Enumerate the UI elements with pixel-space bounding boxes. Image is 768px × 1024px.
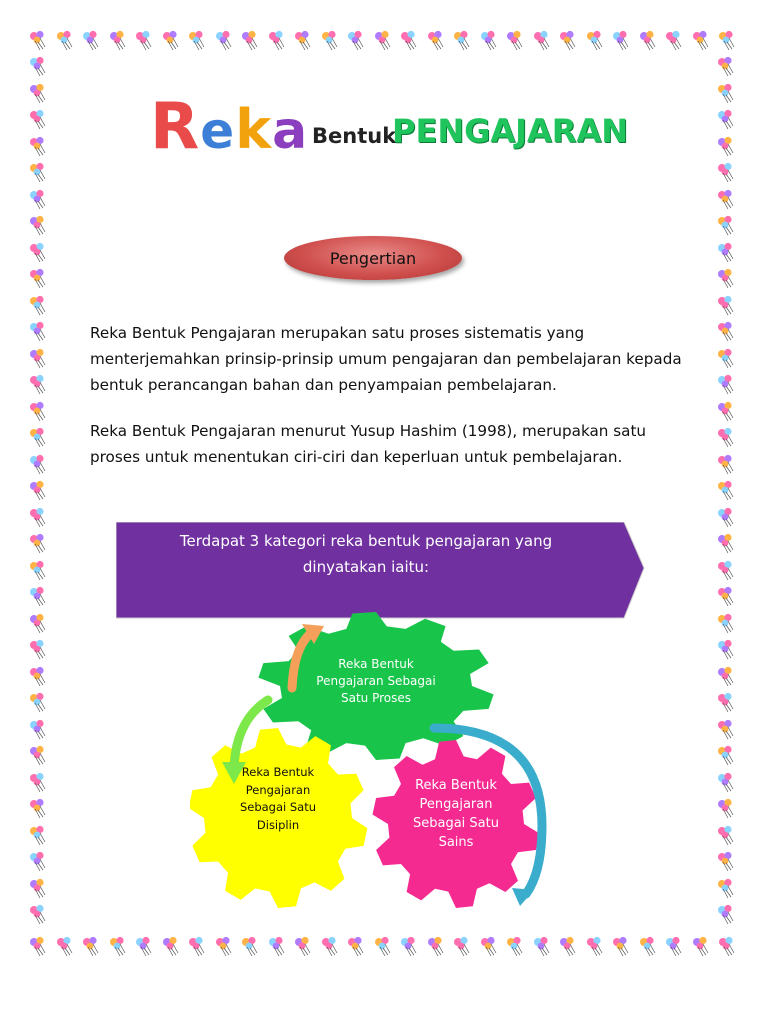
balloon-icon <box>716 109 738 131</box>
balloon-icon <box>611 936 633 958</box>
balloon-icon <box>638 936 660 958</box>
balloon-icon <box>214 30 236 52</box>
balloon-icon <box>55 30 77 52</box>
balloon-icon <box>161 936 183 958</box>
balloon-icon <box>320 936 342 958</box>
balloon-icon <box>28 427 50 449</box>
gear-sains-label <box>400 776 512 852</box>
balloon-icon <box>108 30 130 52</box>
balloon-icon <box>293 30 315 52</box>
balloon-icon <box>716 560 738 582</box>
balloon-icon <box>716 904 738 926</box>
page-title <box>150 92 630 162</box>
balloon-icon <box>28 454 50 476</box>
balloon-icon <box>108 936 130 958</box>
section-label-pill <box>284 236 462 280</box>
title-pengajaran: PENGAJARAN <box>392 112 628 150</box>
banner-text <box>136 528 596 580</box>
balloon-icon <box>28 83 50 105</box>
balloon-icon <box>28 936 50 958</box>
balloon-icon <box>28 560 50 582</box>
paragraph-2: Reka Bentuk Pengajaran menurut Yusup Hashim (1998), merupakan satu proses untuk menentukan ciri-ciri dan keperluan untuk pembelajaran. <box>90 422 647 466</box>
balloon-icon <box>28 533 50 555</box>
balloon-icon <box>161 30 183 52</box>
balloon-icon <box>716 454 738 476</box>
category-banner <box>116 522 646 620</box>
balloon-icon <box>716 666 738 688</box>
balloon-icon <box>479 936 501 958</box>
balloon-icon <box>532 30 554 52</box>
balloon-icon <box>716 878 738 900</box>
balloon-icon <box>716 162 738 184</box>
balloon-icon <box>28 162 50 184</box>
balloon-icon <box>28 719 50 741</box>
balloon-icon <box>28 904 50 926</box>
gear-sains-line-3: Sebagai Satu <box>413 816 499 831</box>
balloon-icon <box>28 374 50 396</box>
balloon-icon <box>373 936 395 958</box>
balloon-icon <box>558 30 580 52</box>
title-letter-a: a <box>272 101 309 161</box>
balloon-icon <box>716 401 738 423</box>
balloon-icon <box>716 215 738 237</box>
balloon-icon <box>373 30 395 52</box>
gear-sains-line-1: Reka Bentuk <box>415 778 497 793</box>
balloon-icon <box>716 507 738 529</box>
balloon-icon <box>585 936 607 958</box>
title-letter-k: k <box>235 98 273 161</box>
balloon-icon <box>716 374 738 396</box>
arrow-teal-head <box>512 888 534 906</box>
balloon-icon <box>81 936 103 958</box>
balloon-icon <box>716 692 738 714</box>
balloon-icon <box>134 30 156 52</box>
title-reka <box>150 92 308 166</box>
balloon-icon <box>28 613 50 635</box>
balloon-icon <box>28 825 50 847</box>
gear-proses-line-1: Reka Bentuk <box>338 657 414 671</box>
balloon-icon <box>717 30 739 52</box>
balloon-icon <box>28 30 50 52</box>
balloon-icon <box>320 30 342 52</box>
balloon-icon <box>28 772 50 794</box>
balloon-icon <box>716 798 738 820</box>
balloon-icon <box>28 295 50 317</box>
balloon-icon <box>187 936 209 958</box>
balloon-icon <box>716 348 738 370</box>
title-bentuk: Bentuk <box>312 124 397 148</box>
balloon-icon <box>214 936 236 958</box>
balloon-icon <box>532 936 554 958</box>
balloon-icon <box>28 56 50 78</box>
balloon-icon <box>346 30 368 52</box>
balloon-icon <box>28 189 50 211</box>
balloon-icon <box>28 878 50 900</box>
balloon-icon <box>716 427 738 449</box>
balloon-icon <box>716 321 738 343</box>
title-letter-r: R <box>150 90 201 164</box>
balloon-icon <box>664 30 686 52</box>
balloon-icon <box>558 936 580 958</box>
balloon-icon <box>638 30 660 52</box>
balloon-icon <box>240 30 262 52</box>
balloon-icon <box>585 30 607 52</box>
gear-proses-line-3: Satu Proses <box>340 691 412 705</box>
balloon-icon <box>716 745 738 767</box>
gear-disiplin-line-2: Pengajaran <box>245 782 311 797</box>
balloon-icon <box>452 936 474 958</box>
balloon-icon <box>28 321 50 343</box>
balloon-icon <box>716 136 738 158</box>
balloon-icon <box>187 30 209 52</box>
balloon-icon <box>691 936 713 958</box>
banner-line-2: dinyatakan iaitu: <box>302 558 430 576</box>
balloon-icon <box>716 242 738 264</box>
balloon-icon <box>717 936 739 958</box>
balloon-icon <box>28 268 50 290</box>
balloon-icon <box>134 936 156 958</box>
gear-disiplin-line-3: Sebagai Satu <box>239 800 317 814</box>
gear-sains-line-4: Sains <box>438 835 474 850</box>
balloon-icon <box>479 30 501 52</box>
balloon-icon <box>716 772 738 794</box>
banner-line-1: Terdapat 3 kategori reka bentuk pengajaran yang <box>179 532 553 550</box>
balloon-icon <box>28 745 50 767</box>
balloon-icon <box>28 851 50 873</box>
balloon-icon <box>716 56 738 78</box>
gear-proses-line-2: Pengajaran Sebagai <box>316 674 436 688</box>
gears-svg <box>190 608 570 908</box>
balloon-icon <box>452 30 474 52</box>
balloon-icon <box>28 666 50 688</box>
balloon-icon <box>716 719 738 741</box>
balloon-icon <box>240 936 262 958</box>
title-letter-e: e <box>200 102 236 160</box>
balloon-icon <box>505 30 527 52</box>
balloon-icon <box>716 586 738 608</box>
gear-disiplin-label <box>218 764 338 834</box>
balloon-icon <box>81 30 103 52</box>
balloon-icon <box>399 936 421 958</box>
balloon-icon <box>664 936 686 958</box>
balloon-icon <box>716 295 738 317</box>
balloon-icon <box>28 401 50 423</box>
balloon-icon <box>28 215 50 237</box>
balloon-icon <box>267 936 289 958</box>
balloon-icon <box>28 507 50 529</box>
balloon-icon <box>28 136 50 158</box>
balloon-icon <box>267 30 289 52</box>
balloon-icon <box>426 30 448 52</box>
balloon-icon <box>293 936 315 958</box>
balloon-icon <box>346 936 368 958</box>
gear-disiplin-line-4: Disiplin <box>256 817 300 832</box>
gear-sains-line-2: Pengajaran <box>419 797 493 812</box>
balloon-icon <box>28 639 50 661</box>
balloon-icon <box>716 83 738 105</box>
balloon-icon <box>716 480 738 502</box>
balloon-icon <box>28 348 50 370</box>
section-label: Pengertian <box>329 248 417 268</box>
balloon-icon <box>716 533 738 555</box>
balloon-icon <box>28 692 50 714</box>
balloon-icon <box>28 242 50 264</box>
balloon-icon <box>716 851 738 873</box>
balloon-icon <box>28 586 50 608</box>
balloon-icon <box>716 268 738 290</box>
balloon-icon <box>399 30 421 52</box>
balloon-icon <box>28 480 50 502</box>
balloon-icon <box>611 30 633 52</box>
balloon-icon <box>716 639 738 661</box>
gear-proses-label <box>302 656 450 707</box>
balloon-icon <box>28 798 50 820</box>
balloon-icon <box>691 30 713 52</box>
gears-diagram <box>190 608 570 908</box>
balloon-icon <box>505 936 527 958</box>
balloon-icon <box>716 189 738 211</box>
gear-disiplin-line-1: Reka Bentuk <box>241 765 315 779</box>
balloon-icon <box>28 109 50 131</box>
paragraph-1: Reka Bentuk Pengajaran merupakan satu proses sistematis yang menterjemahkan prinsip-prinsip umum pengajaran dan pembelajaran kepada bentuk perancangan bahan dan penyampaian pembelajaran. <box>90 324 682 394</box>
balloon-icon <box>716 825 738 847</box>
balloon-icon <box>55 936 77 958</box>
balloon-icon <box>426 936 448 958</box>
balloon-icon <box>716 613 738 635</box>
